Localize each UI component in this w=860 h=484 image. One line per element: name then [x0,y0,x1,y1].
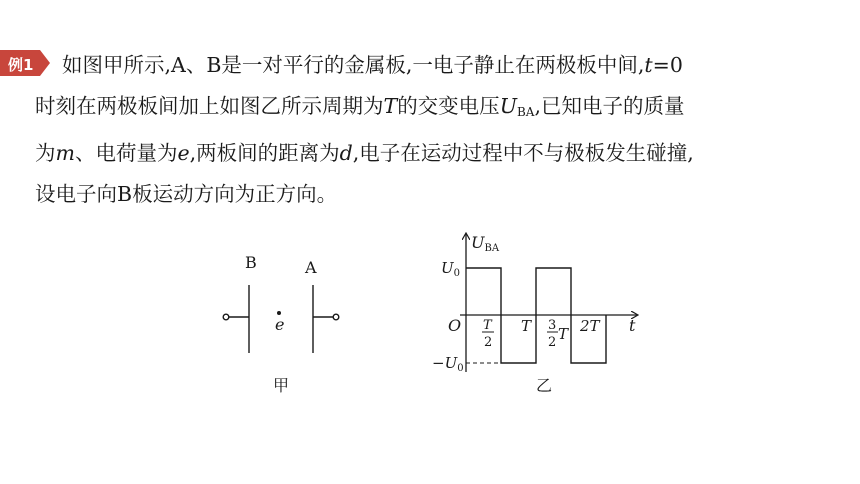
example-tag-label: 例1 [8,56,34,74]
tick-3half-den: 2 [548,335,557,350]
pos-level-label: $U_0$ [441,259,461,279]
x-axis-label: t [629,316,636,335]
tick-T: T [521,317,532,335]
plate-b-label: B [245,253,257,272]
terminal-b [223,314,229,320]
y-axis-label: UBA [471,233,500,254]
caption-jia: 甲 [273,376,290,395]
neg-level-label: $-U_0$ [432,354,464,374]
text-line-3: 为m、电荷量为e,两板间的距离为d,电子在运动过程中不与极板发生碰撞, [35,141,694,165]
caption-yi: 乙 [536,376,553,395]
tick-2T: 2T [580,317,600,335]
text-line-1: 如图甲所示,A、B是一对平行的金属板,一电子静止在两极板中间,t=0 [62,53,683,77]
tick-half-den: 2 [484,335,493,350]
plate-a-label: A [305,258,317,277]
tick-3half-num: 3 [548,318,557,333]
tick-half-num: T [483,318,492,333]
electron-label: e [275,315,285,334]
text-line-2: 时刻在两极板间加上如图乙所示周期为T的交变电压$U_{BA}$,已知电子的质量 [35,94,685,119]
text-line-4: 设电子向B板运动方向为正方向。 [35,182,338,206]
tick-3half-T: T [558,325,569,343]
origin-label: O [448,316,462,335]
figure-yi [460,234,637,372]
terminal-a [333,314,339,320]
